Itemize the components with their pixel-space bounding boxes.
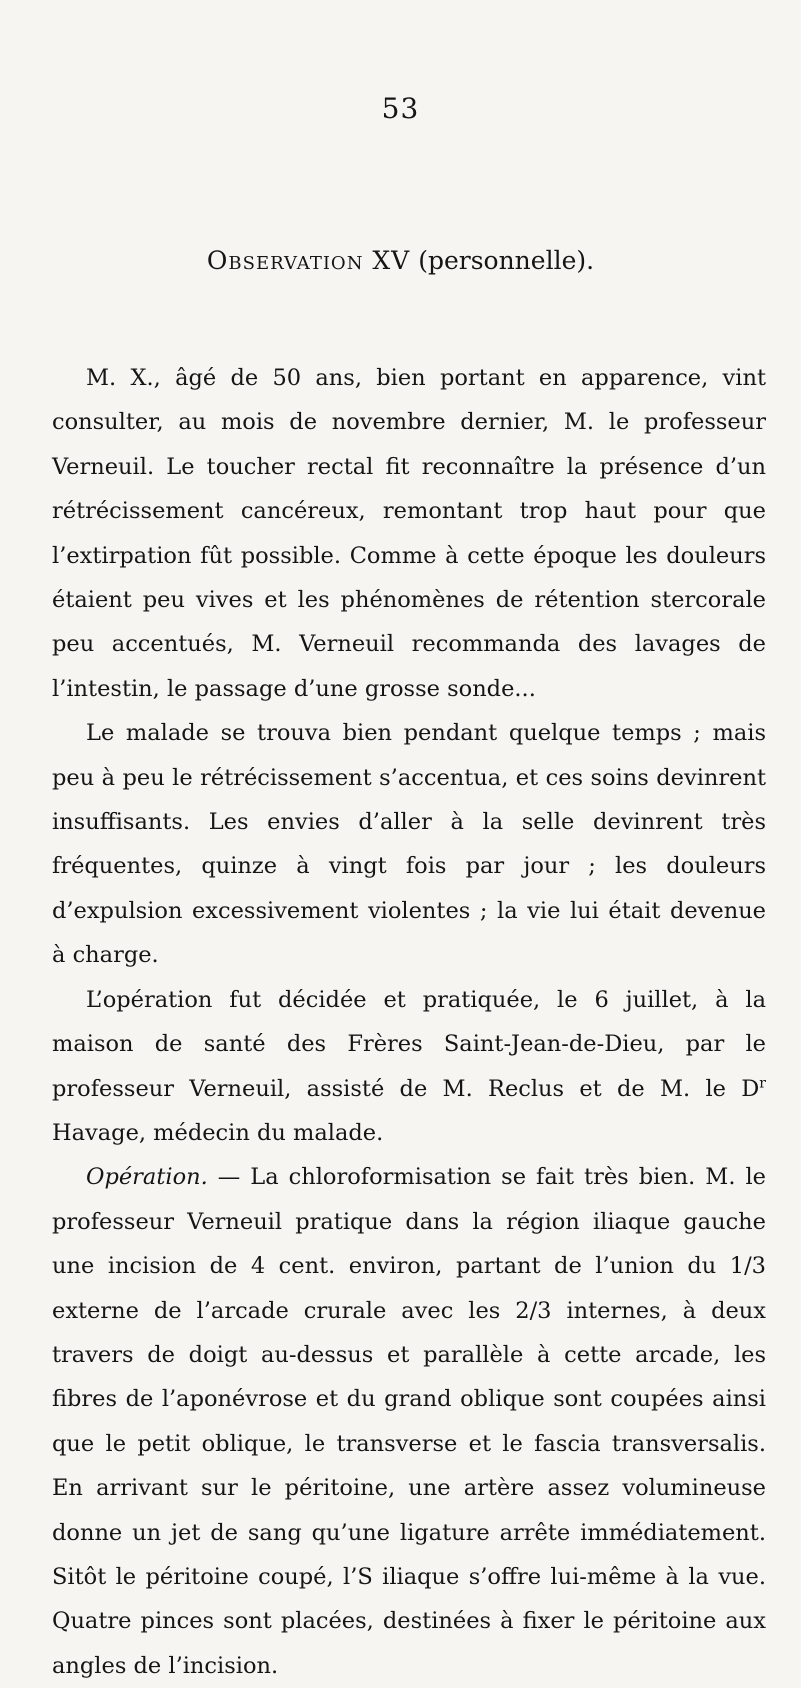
observation-title: Observation XV <box>206 246 411 275</box>
paragraph-operation-decision-end: Havage, médecin du malade. <box>52 1119 384 1146</box>
observation-body <box>52 356 766 1688</box>
paragraph-evolution: Le malade se trouva bien pendant quelque temps ; mais peu à peu le rétrécissement s’accentua, et ces soins devinrent insuffisants. Les envies d’aller à la selle devinrent très fréquentes, quinze à vingt fois par jour ; les douleurs d’expulsion excessivement violentes ; la vie lui était devenue à charge. <box>52 720 766 969</box>
paragraph-operation-decision <box>52 978 766 1156</box>
observation-heading <box>0 246 801 275</box>
doctor-superscript: r <box>759 1075 766 1091</box>
paragraph-operation <box>52 1155 766 1688</box>
paragraph-operation-decision-text: L’opération fut décidée et pratiquée, le 6 juillet, à la maison de santé des Frères Saint-Jean-de-Dieu, par le professeur Verneuil, assisté de M. Reclus et de M. le D <box>52 986 766 1102</box>
operation-text: — La chloroformisation se fait très bien. M. le professeur Verneuil pratique dans la région iliaque gauche une incision de 4 cent. environ, partant de l’union du 1/3 externe de l’arcade crurale avec les 2/3 internes, à deux travers de doigt au-dessus et parallèle à cette arcade, les fibres de l’aponévrose et du grand oblique sont coupées ainsi que le petit oblique, le transverse et le fascia transversalis. En arrivant sur le péritoine, une artère assez volumineuse donne un jet de sang qu’une ligature arrête immédiatement. Sitôt le péritoine coupé, l’S iliaque s’offre lui-même à la vue. Quatre pinces sont placées, destinées à fixer le péritoine aux angles de l’incision. <box>52 1164 766 1679</box>
page-number: 53 <box>381 92 420 125</box>
observation-subtitle: (personnelle). <box>410 246 595 275</box>
paragraph-presentation: M. X., âgé de 50 ans, bien portant en apparence, vint consulter, au mois de novembre dernier, M. le professeur Verneuil. Le toucher rectal fit reconnaître la présence d’un rétrécissement cancéreux, remontant trop haut pour que l’extirpation fût possible. Comme à cette époque les douleurs étaient peu vives et les phénomènes de rétention stercorale peu accentués, M. Verneuil recommanda des lavages de l’intestin, le passage d’une grosse sonde... <box>52 365 766 702</box>
operation-lead: Opération. <box>86 1164 208 1191</box>
